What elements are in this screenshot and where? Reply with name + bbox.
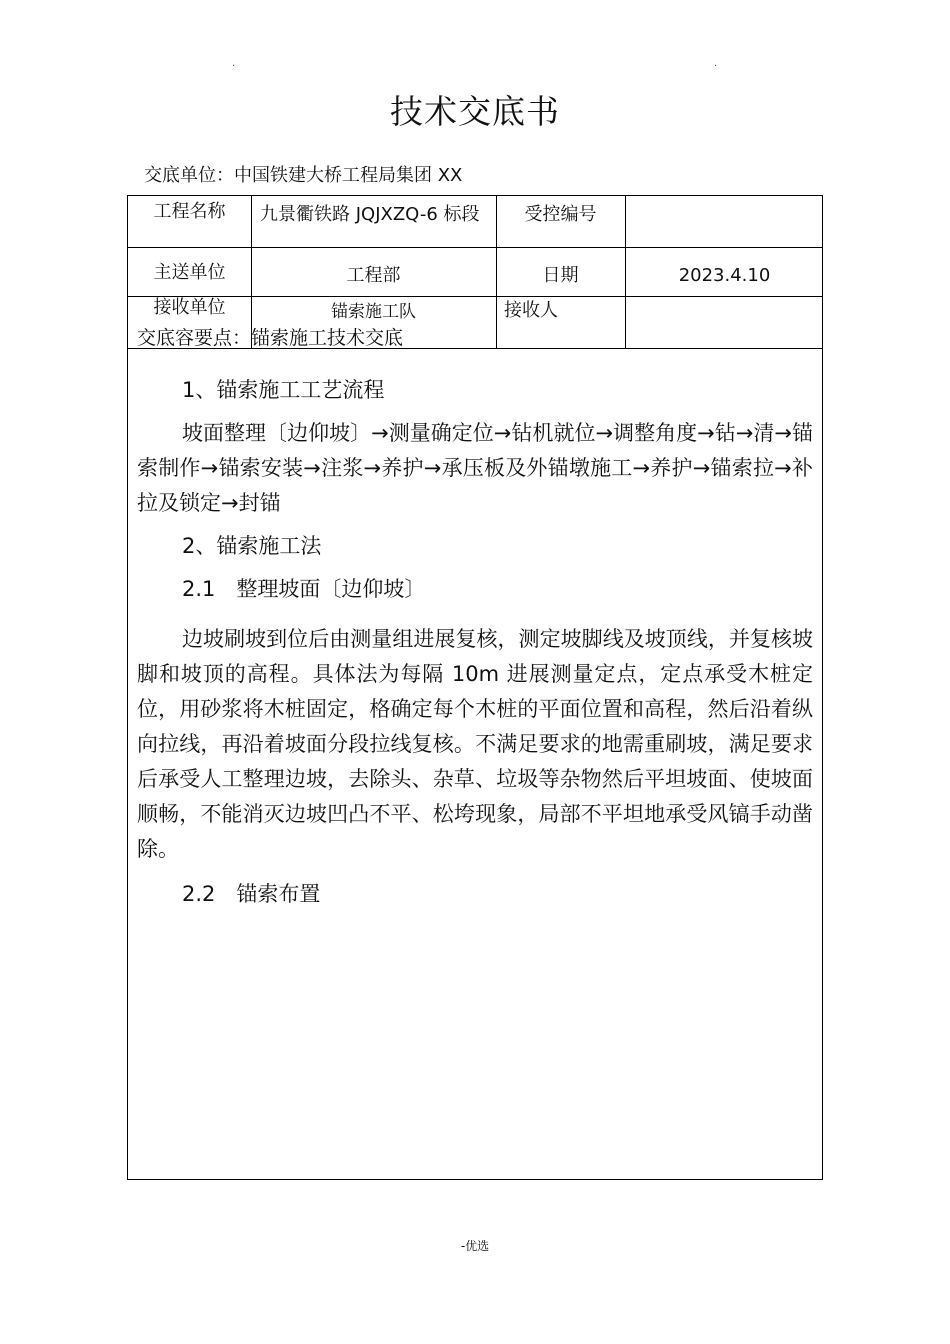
page-mark-left: .	[232, 58, 236, 69]
receiver-unit-value: 锚索施工队	[331, 302, 416, 322]
paragraph: 坡面整理〔边仰坡〕→测量确定位→钻机就位→调整角度→钻→清→锚索制作→锚索安装→注浆→养护→承压板及外锚墩施工→养护→锚索拉→补拉及锁定→封锚	[137, 421, 813, 515]
issuer-line: 交底单位：中国铁建大桥工程局集团 XX	[144, 165, 463, 186]
sender-value: 工程部	[346, 265, 401, 286]
key-points-value: ：锚索施工技术交底	[232, 327, 404, 349]
section-heading: 2、锚索施工法	[182, 534, 322, 558]
paragraph: 边坡刷坡到位后由测量组进展复核，测定坡脚线及坡顶线，并复核坡脚和坡顶的高程。具体法为每隔 10m 进展测量定点，定点承受木桩定位，用砂浆将木桩固定，格确定每个木桩的平面位置和高程，然后沿着纵向拉线，再沿着坡面分段拉线复核。不满足要求的地需重刷坡，满足要求后承受人工整理边坡，去除头、杂草、垃圾等杂物然后平坦坡面、使坡面顺畅，不能消灭边坡凹凸不平、松垮现象，局部不平坦地承受风镐手动凿除。	[137, 627, 813, 861]
receiver-person-label: 接收人	[504, 300, 558, 321]
page-footer: -优选	[460, 1239, 490, 1253]
row-divider	[128, 247, 822, 248]
receiver-unit-label: 接收单位	[153, 297, 226, 318]
key-points-label: 交底容要点	[137, 327, 233, 349]
project-name-label: 工程名称	[153, 201, 226, 222]
control-number-label: 受控编号	[524, 204, 597, 225]
key-points-row	[137, 327, 403, 349]
subsection-heading: 2.2 锚索布置	[182, 882, 321, 906]
project-name-value: 九景衢铁路 JQJXZQ-6 标段	[260, 204, 480, 225]
page-mark-right: .	[714, 58, 718, 69]
subsection-heading: 2.1 整理坡面〔边仰坡〕	[182, 577, 426, 601]
disclosure-form	[127, 195, 823, 1180]
document-title: 技术交底书	[390, 92, 560, 131]
date-value: 2023.4.10	[678, 265, 771, 286]
sender-label: 主送单位	[153, 262, 226, 283]
date-label: 日期	[542, 265, 579, 286]
section-heading: 1、锚索施工工艺流程	[182, 378, 385, 402]
disclosure-content	[137, 373, 813, 912]
